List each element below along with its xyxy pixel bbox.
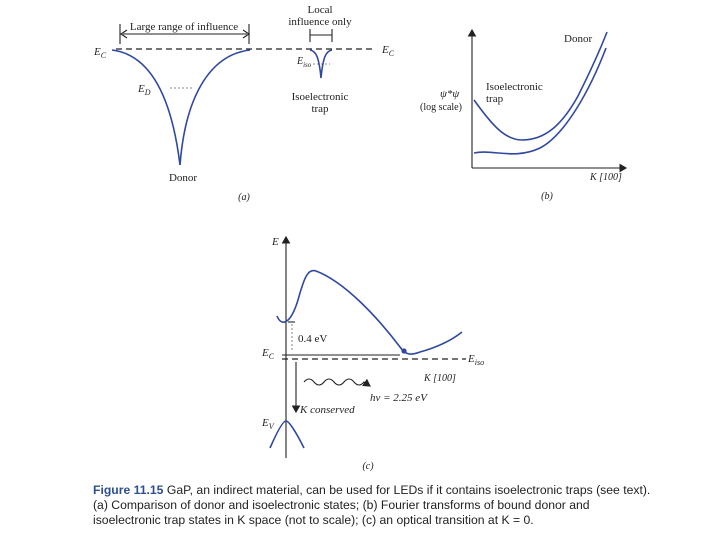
electron-at-minimum — [401, 348, 406, 353]
ec-right-label: $E_C$ — [382, 44, 395, 58]
iso-trap-label-a-line2: trap — [311, 103, 329, 115]
figure-caption — [93, 483, 653, 528]
e-axis-label: E — [272, 236, 279, 248]
ev-label: $E_V$ — [262, 417, 274, 431]
ec-label-c: $E_C$ — [262, 347, 275, 361]
iso-label-b-line2: trap — [486, 93, 504, 105]
photon-wave — [304, 379, 370, 386]
local-label-line1: Local — [307, 4, 333, 16]
donor-potential-well — [112, 50, 250, 165]
ylabel-b-line1: ψ*ψ — [440, 88, 460, 100]
caption-label: Figure 11.15 — [93, 483, 164, 497]
ylabel-b-line2: (log scale) — [420, 102, 462, 113]
panel-c-tag: (c) — [362, 461, 374, 472]
panel-c — [261, 236, 484, 472]
k-conserved-label: K conserved — [300, 404, 355, 416]
eiso-label-c: $E_{iso}$ — [468, 353, 485, 367]
caption-text: GaP, an indirect material, can be used for LEDs if it contains isoelectronic traps (see text). (a) Comparison of donor and isoelectronic states; (b) Fourier transforms of bound donor and isoelectronic trap states in K space (not to scale); (c) an optical transition at K = 0. — [93, 483, 651, 527]
hv-label: hν = 2.25 eV — [370, 392, 427, 404]
donor-label-b: Donor — [564, 33, 593, 45]
ed-label: $E_D$ — [138, 83, 151, 97]
valence-band-curve — [270, 421, 304, 448]
xlabel-b: K [100] — [590, 172, 622, 183]
k-axis-label-c: K [100] — [424, 373, 456, 384]
eiso-label-a: $E_{iso}$ — [297, 56, 312, 69]
iso-label-b-line1: Isoelectronic — [486, 81, 543, 93]
iso-trap-label-a-line1: Isoelectronic — [291, 91, 349, 103]
ec-left-label: $E_C$ — [94, 46, 107, 60]
panel-a — [93, 4, 395, 203]
gap-label: 0.4 eV — [298, 333, 328, 345]
local-label-line2: influence only — [288, 16, 352, 28]
panel-a-tag: (a) — [238, 192, 250, 203]
panel-b — [420, 30, 626, 202]
panel-b-tag: (b) — [541, 191, 553, 202]
donor-label-a: Donor — [168, 172, 198, 184]
range-label: Large range of influence — [129, 21, 239, 33]
